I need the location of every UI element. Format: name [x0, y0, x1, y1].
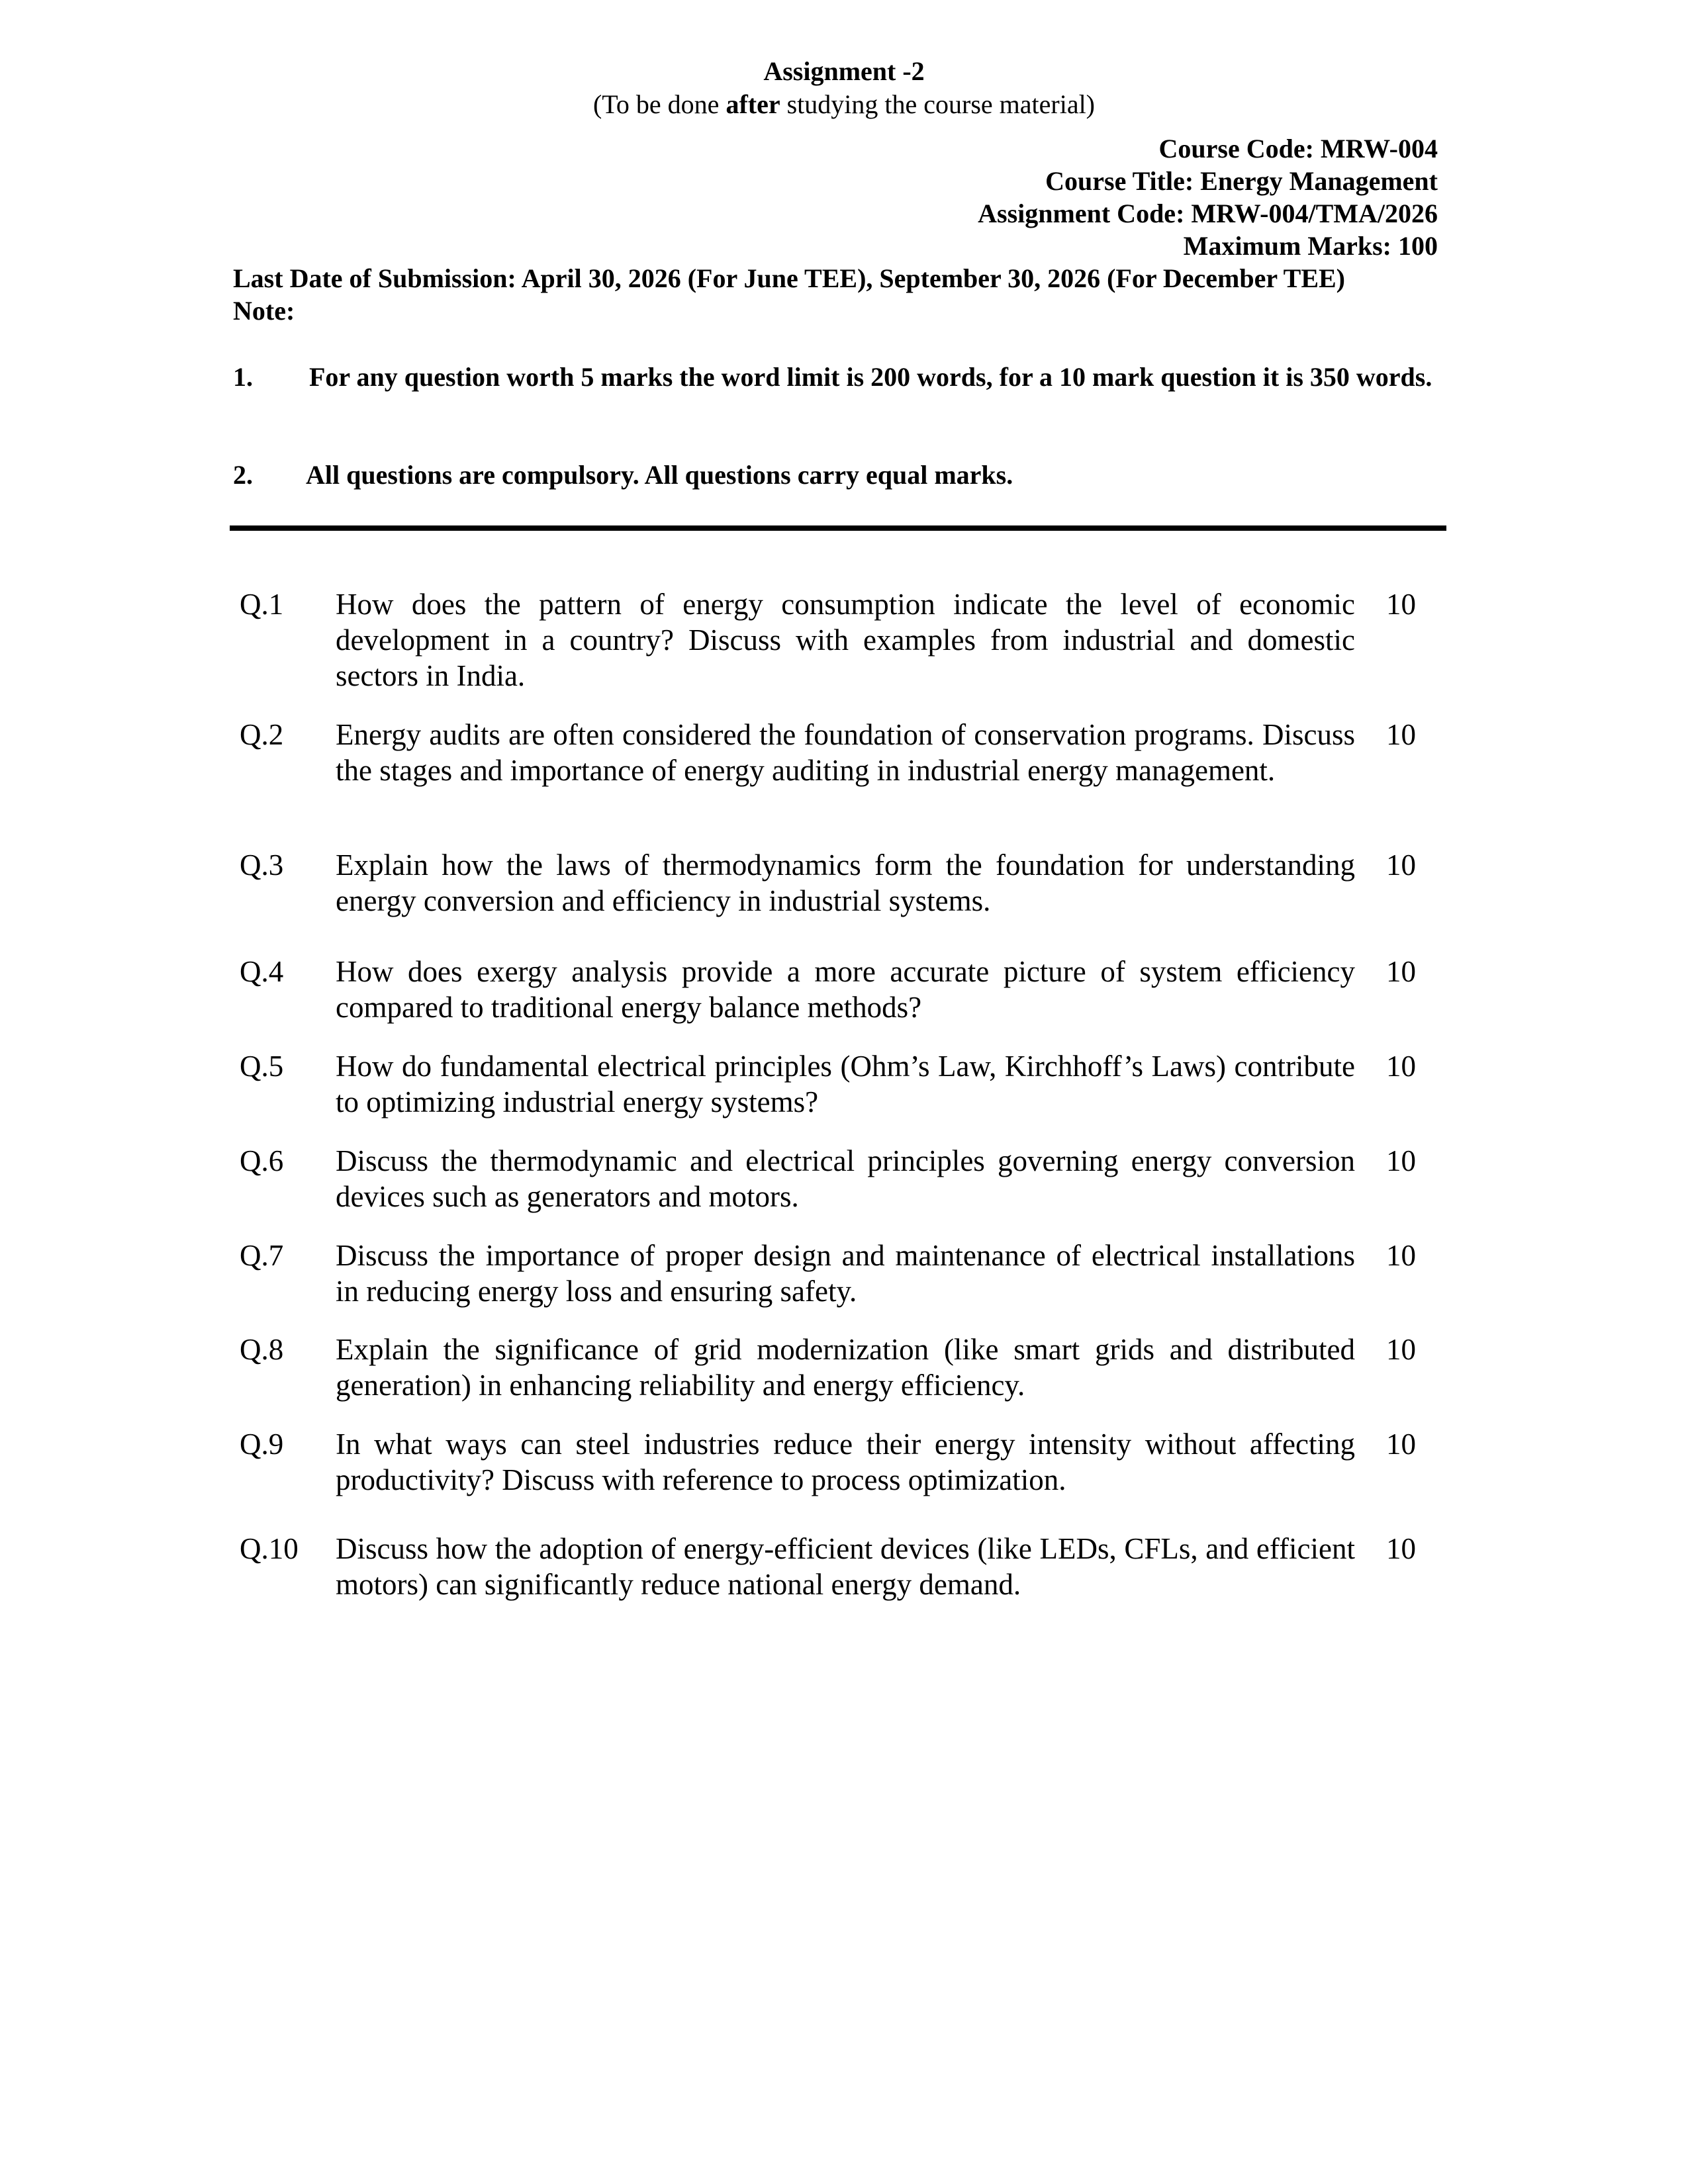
- question-text: Explain how the laws of thermodynamics form the foundation for understanding energy conversion and efficiency in industrial systems.: [336, 848, 1355, 917]
- note-number: 2.: [233, 460, 253, 490]
- question-number: Q.5: [240, 1050, 284, 1083]
- question-marks: 10: [1386, 718, 1416, 751]
- question-marks: 10: [1386, 1532, 1416, 1565]
- question-text: In what ways can steel industries reduce their energy intensity without affecting productivity? Discuss with reference to process optimization.: [336, 1428, 1355, 1496]
- note-item: [233, 459, 1444, 495]
- question-marks: 10: [1386, 1428, 1416, 1461]
- note-item: [233, 361, 1444, 433]
- question-number: Q.3: [240, 848, 284, 882]
- submission-deadline: Last Date of Submission: April 30, 2026 (For June TEE), September 30, 2026 (For December TEE): [233, 263, 1345, 293]
- question-marks: 10: [1386, 1239, 1416, 1272]
- note-label: Note:: [233, 296, 295, 326]
- subtitle-emphasis: after: [726, 89, 780, 119]
- subtitle-text-before: (To be done: [592, 89, 726, 119]
- question-number: Q.8: [240, 1333, 284, 1366]
- question-text: How does exergy analysis provide a more accurate picture of system efficiency compared to traditional energy balance methods?: [336, 955, 1355, 1024]
- question-marks: 10: [1386, 588, 1416, 621]
- note-text: All questions are compulsory. All questions carry equal marks.: [306, 460, 1013, 490]
- assignment-code: Assignment Code: MRW-004/TMA/2026: [978, 199, 1438, 228]
- question-text: Explain the significance of grid modernization (like smart grids and distributed generation) in enhancing reliability and energy efficiency.: [336, 1333, 1355, 1402]
- course-title: Course Title: Energy Management: [1045, 166, 1438, 196]
- question-marks: 10: [1386, 1050, 1416, 1083]
- question-number: Q.9: [240, 1428, 284, 1461]
- question-marks: 10: [1386, 955, 1416, 988]
- maximum-marks: Maximum Marks: 100: [1183, 231, 1438, 261]
- page-subtitle: [0, 87, 1688, 122]
- question-number: Q.6: [240, 1144, 284, 1177]
- question-text: Discuss how the adoption of energy-efficient devices (like LEDs, CFLs, and efficient motors) can significantly reduce national energy demand.: [336, 1532, 1355, 1601]
- course-code: Course Code: MRW-004: [1158, 134, 1438, 163]
- question-number: Q.2: [240, 718, 284, 751]
- question-marks: 10: [1386, 1333, 1416, 1366]
- question-number: Q.7: [240, 1239, 284, 1272]
- question-marks: 10: [1386, 1144, 1416, 1177]
- question-text: Discuss the importance of proper design and maintenance of electrical installations in reducing energy loss and ensuring safety.: [336, 1239, 1355, 1308]
- course-meta: [978, 132, 1438, 262]
- subtitle-text-after: studying the course material): [780, 89, 1096, 119]
- note-number: 1.: [233, 362, 253, 392]
- question-text: How does the pattern of energy consumption indicate the level of economic development in a country? Discuss with examples from industrial and domestic sectors in India.: [336, 588, 1355, 692]
- question-number: Q.1: [240, 588, 284, 621]
- question-text: How do fundamental electrical principles (Ohm’s Law, Kirchhoff’s Laws) contribute to optimizing industrial energy systems?: [336, 1050, 1355, 1118]
- question-text: Energy audits are often considered the foundation of conservation programs. Discuss the stages and importance of energy auditing in industrial energy management.: [336, 718, 1355, 787]
- question-marks: 10: [1386, 848, 1416, 882]
- question-number: Q.10: [240, 1532, 299, 1565]
- question-text: Discuss the thermodynamic and electrical principles governing energy conversion devices such as generators and motors.: [336, 1144, 1355, 1213]
- note-text: For any question worth 5 marks the word limit is 200 words, for a 10 mark question it is 350 words.: [309, 362, 1432, 392]
- question-number: Q.4: [240, 955, 284, 988]
- section-divider: [230, 525, 1446, 531]
- page-title: Assignment -2: [763, 56, 925, 86]
